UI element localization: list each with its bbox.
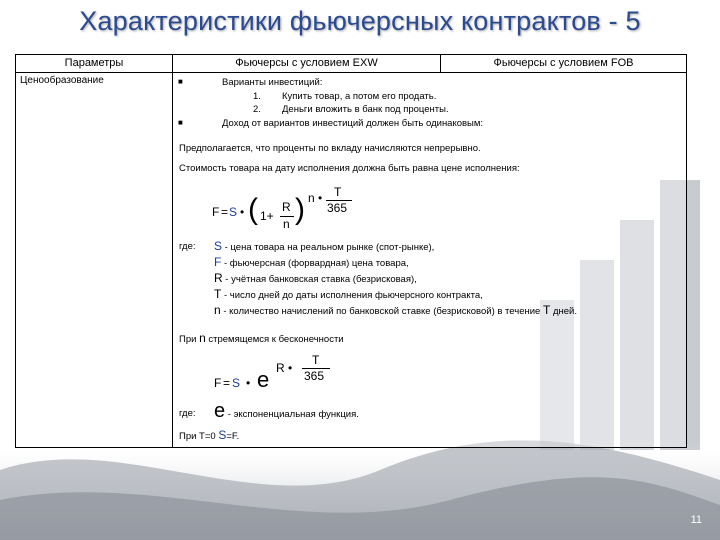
page-number: 11: [690, 514, 702, 526]
formula-dot: •: [288, 361, 293, 375]
where-label: где:: [179, 408, 196, 419]
formula-symbol-S: S: [229, 205, 238, 219]
formula-equals: =: [223, 376, 231, 390]
paragraph: Стоимость товара на дату исполнения должна быть равна цене исполнения:: [179, 163, 520, 174]
bullet-icon: ■: [178, 77, 183, 86]
definition-e: e - экспоненциальная функция.: [214, 400, 359, 422]
formula-R: R: [276, 361, 285, 375]
definition-n: n - количество начислений по банковской ставке (безрисковой) в течение T дней.: [214, 303, 577, 317]
paragraph: Предполагается, что проценты по вкладу начисляются непрерывно.: [179, 143, 481, 154]
where-label: где:: [179, 241, 196, 252]
header-exw: Фьючерсы с условием EXW: [235, 57, 378, 69]
formula-T: T: [312, 353, 320, 367]
header-fob: Фьючерсы с условием FOB: [493, 57, 634, 69]
list-number: 1.: [253, 91, 261, 102]
header-divider: [16, 72, 686, 73]
characteristics-table: [15, 54, 687, 448]
formula-T: T: [334, 185, 342, 199]
list-number: 2.: [253, 104, 261, 115]
header-parameters: Параметры: [64, 57, 124, 69]
slide-title: Характеристики фьючерсных контрактов - 5: [79, 6, 641, 36]
formula-paren-open: (: [248, 193, 258, 226]
formula-365: 365: [327, 201, 348, 215]
formula-symbol-F: F: [214, 376, 222, 390]
formula-exponent-n: n: [308, 191, 315, 205]
formula-R: R: [282, 200, 291, 214]
definition-S: S - цена товара на реальном рынке (спот-рынке),: [214, 239, 435, 253]
row-label-pricing: Ценообразование: [20, 75, 104, 86]
formula-n: n: [283, 217, 290, 231]
paragraph-limit: При n стремящемся к бесконечности: [179, 331, 344, 345]
formula-one-plus: 1+: [260, 209, 274, 223]
formula-symbol-F: F: [212, 205, 220, 219]
formula-dot: •: [318, 191, 323, 205]
definition-R: R - учётная банковская ставка (безрисковая),: [214, 271, 417, 285]
formula-e: e: [257, 367, 270, 392]
bullet-icon: ■: [178, 118, 183, 127]
formula-365: 365: [304, 369, 325, 383]
definition-T: T - число дней до даты исполнения фьючерсного контракта,: [214, 287, 483, 301]
bullet-text: Доход от вариантов инвестиций должен быть одинаковым:: [222, 118, 484, 129]
list-item: Купить товар, а потом его продать.: [282, 91, 437, 102]
column-divider: [172, 55, 173, 447]
formula-dot: •: [240, 205, 245, 219]
formula-paren-close: ): [295, 193, 305, 226]
bullet-text: Варианты инвестиций:: [222, 77, 323, 88]
definition-F: F - фьючерсная (форвардная) цена товара,: [214, 255, 409, 269]
list-item: Деньги вложить в банк под проценты.: [282, 104, 449, 115]
formula-dot: •: [246, 376, 251, 390]
formula-equals: =: [221, 205, 229, 219]
final-condition: При T=0 S=F.: [179, 428, 240, 442]
formula-symbol-S: S: [232, 376, 241, 390]
